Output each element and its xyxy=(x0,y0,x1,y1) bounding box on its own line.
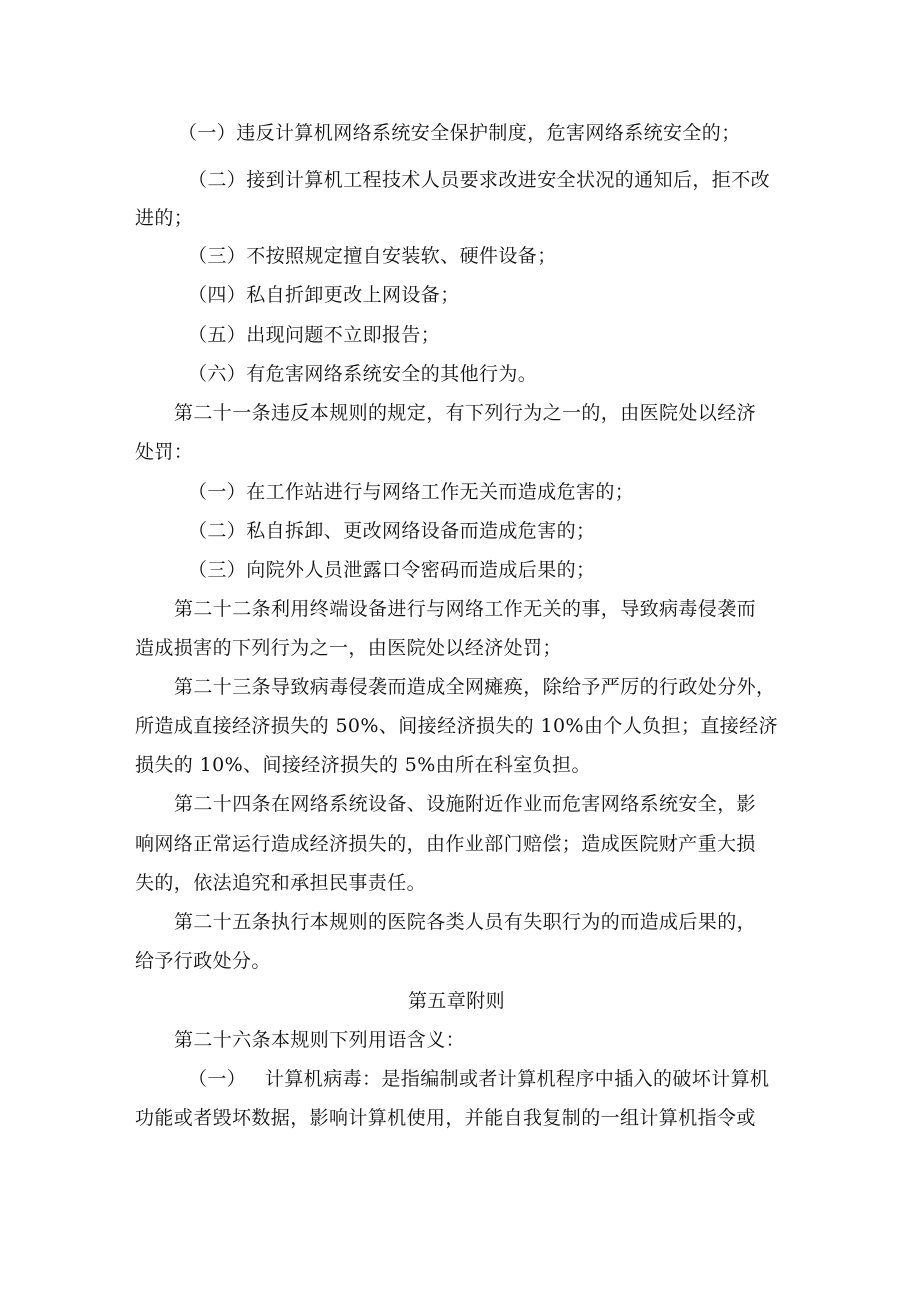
paragraph-line: （六）有危害网络系统安全的其他行为。 xyxy=(188,363,538,385)
paragraph-line: 给予行政处分。 xyxy=(135,950,271,972)
paragraph-line: 所造成直接经济损失的 50%、间接经济损失的 10%由个人负担；直接经济 xyxy=(135,715,778,737)
paragraph-line: （三）向院外人员泄露口令密码而造成后果的； xyxy=(188,559,596,581)
paragraph-line: （五）出现问题不立即报告； xyxy=(188,324,441,346)
paragraph-line: 损失的 10%、间接经济损失的 5%由所在科室负担。 xyxy=(135,754,591,776)
paragraph-line: 响网络正常运行造成经济损失的，由作业部门赔偿；造成医院财产重大损 xyxy=(135,833,756,855)
paragraph-line: （二）接到计算机工程技术人员要求改进安全状况的通知后，拒不改 xyxy=(188,169,771,191)
article-line: 第二十一条违反本规则的规定，有下列行为之一的，由医院处以经济 xyxy=(174,402,757,424)
article-line: 第二十三条导致病毒侵袭而造成全网瘫痪，除给予严厉的行政处分外， xyxy=(174,676,776,698)
paragraph-line: （一）在工作站进行与网络工作无关而造成危害的； xyxy=(188,481,635,503)
paragraph-line: （三）不按照规定擅自安装软、硬件设备； xyxy=(188,245,557,267)
paragraph-line: 功能或者毁坏数据，影响计算机使用，并能自我复制的一组计算机指令或 xyxy=(135,1107,756,1129)
article-line: 第二十四条在网络系统设备、设施附近作业而危害网络系统安全，影 xyxy=(174,793,757,815)
article-line: 第二十二条利用终端设备进行与网络工作无关的事，导致病毒侵袭而 xyxy=(174,598,757,620)
article-line: 第二十五条执行本规则的医院各类人员有失职行为的而造成后果的， xyxy=(174,911,757,933)
article-line: 第二十六条本规则下列用语含义： xyxy=(174,1029,466,1051)
paragraph-line: （一）违反计算机网络系统安全保护制度，危害网络系统安全的； xyxy=(178,122,741,144)
paragraph-line: 失的，依法追究和承担民事责任。 xyxy=(135,872,427,894)
paragraph-line: 造成损害的下列行为之一，由医院处以经济处罚； xyxy=(135,637,562,659)
list-marker: （一） xyxy=(188,1068,247,1090)
chapter-title: 第五章附则 xyxy=(408,990,506,1012)
paragraph-line: 处罚： xyxy=(135,441,194,463)
paragraph-line: 计算机病毒：是指编制或者计算机程序中插入的破坏计算机 xyxy=(265,1068,770,1090)
paragraph-line: 进的； xyxy=(135,207,194,229)
paragraph-line: （二）私自拆卸、更改网络设备而造成危害的； xyxy=(188,520,596,542)
paragraph-line: （四）私自折卸更改上网设备； xyxy=(188,284,460,306)
